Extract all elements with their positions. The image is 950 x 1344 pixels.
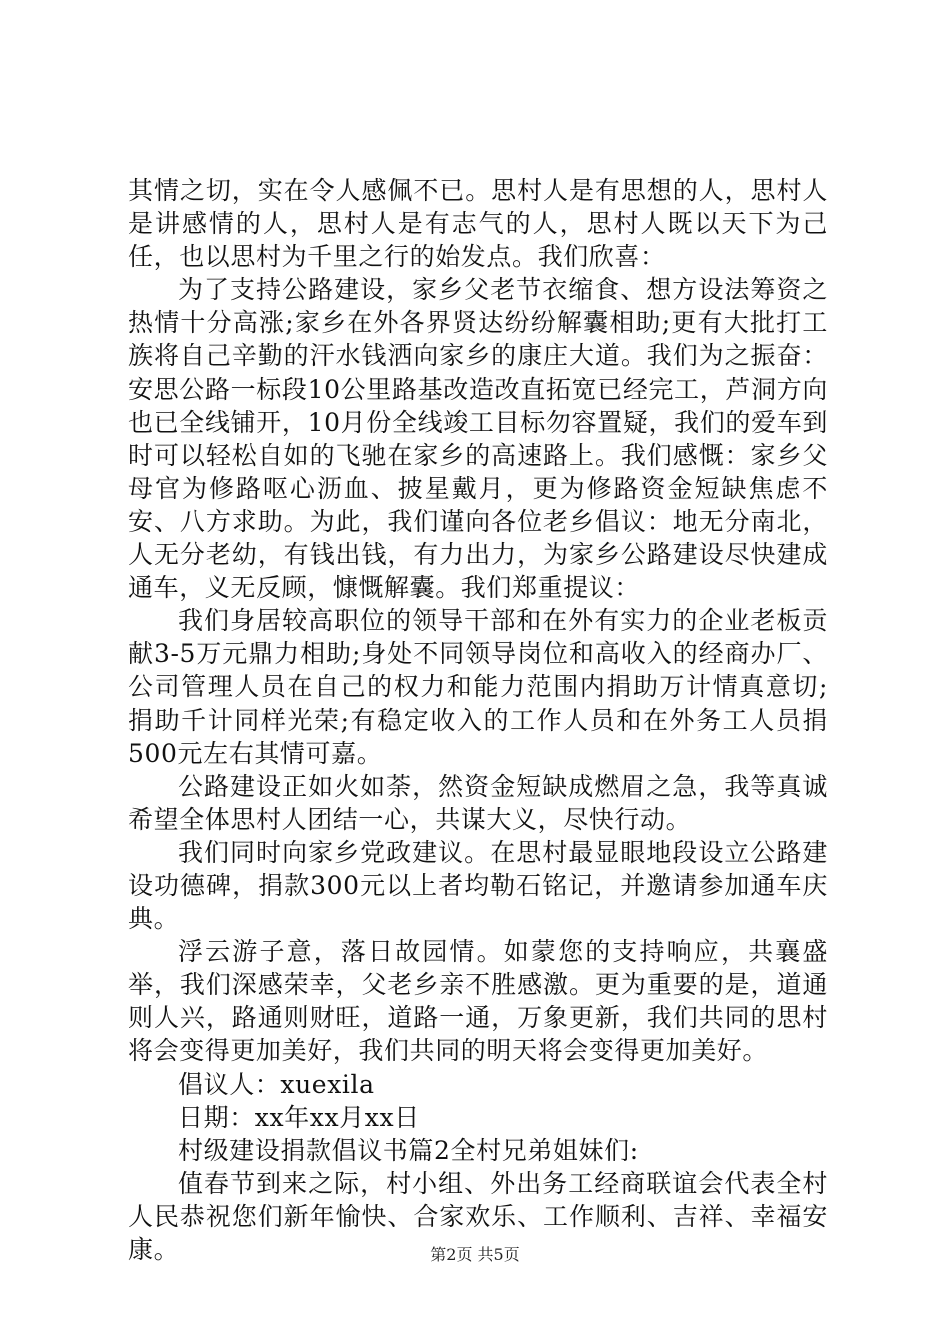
paragraph-10: 值春节到来之际，村小组、外出务工经商联谊会代表全村人民恭祝您们新年愉快、合家欢乐、工作顺利、吉祥、幸福安康。 [128, 1168, 828, 1264]
page-number-footer: 第2页 共5页 [430, 1245, 520, 1264]
paragraph-6: 浮云游子意，落日故园情。如蒙您的支持响应，共襄盛举，我们深感荣幸，父老乡亲不胜感激。更为重要的是，道通则人兴，路通则财旺，道路一通，万象更新，我们共同的思村将会变得更加美好，我们共同的明天将会变得更加美好。 [128, 937, 828, 1066]
paragraph-3: 我们身居较高职位的领导干部和在外有实力的企业老板贡献3-5万元鼎力相助;身处不同领导岗位和高收入的经商办厂、公司管理人员在自己的权力和能力范围内捐助万计情真意切;捐助千计同样光荣;有稳定收入的工作人员和在外务工人员捐500元左右其情可嘉。 [128, 606, 828, 768]
document-body [128, 174, 828, 1266]
paragraph-2: 为了支持公路建设，家乡父老节衣缩食、想方设法筹资之热情十分高涨;家乡在外各界贤达纷纷解囊相助;更有大批打工族将自己辛勤的汗水钱洒向家乡的康庄大道。我们为之振奋：安思公路一标段10公里路基改造改直拓宽已经完工，芦洞方向也已全线铺开，10月份全线竣工目标勿容置疑，我们的爱车到时可以轻松自如的飞驰在家乡的高速路上。我们感慨：家乡父母官为修路呕心沥血、披星戴月，更为修路资金短缺焦虑不安、八方求助。为此，我们谨向各位老乡倡议：地无分南北，人无分老幼，有钱出钱，有力出力，为家乡公路建设尽快建成通车，义无反顾，慷慨解囊。我们郑重提议： [128, 275, 828, 603]
section-heading-2: 村级建设捐款倡议书篇2全村兄弟姐妹们: [178, 1135, 639, 1165]
proposer-line: 倡议人：xuexila [178, 1069, 375, 1099]
paragraph-5: 我们同时向家乡党政建议。在思村最显眼地段设立公路建设功德碑，捐款300元以上者均勒石铭记，并邀请参加通车庆典。 [128, 837, 828, 934]
paragraph-1: 其情之切，实在令人感佩不已。思村人是有思想的人，思村人是讲感情的人，思村人是有志气的人，思村人既以天下为己任，也以思村为千里之行的始发点。我们欣喜： [128, 176, 828, 272]
date-line: 日期：xx年xx月xx日 [178, 1102, 420, 1132]
paragraph-4: 公路建设正如火如荼，然资金短缺成燃眉之急，我等真诚希望全体思村人团结一心，共谋大义，尽快行动。 [128, 771, 828, 834]
